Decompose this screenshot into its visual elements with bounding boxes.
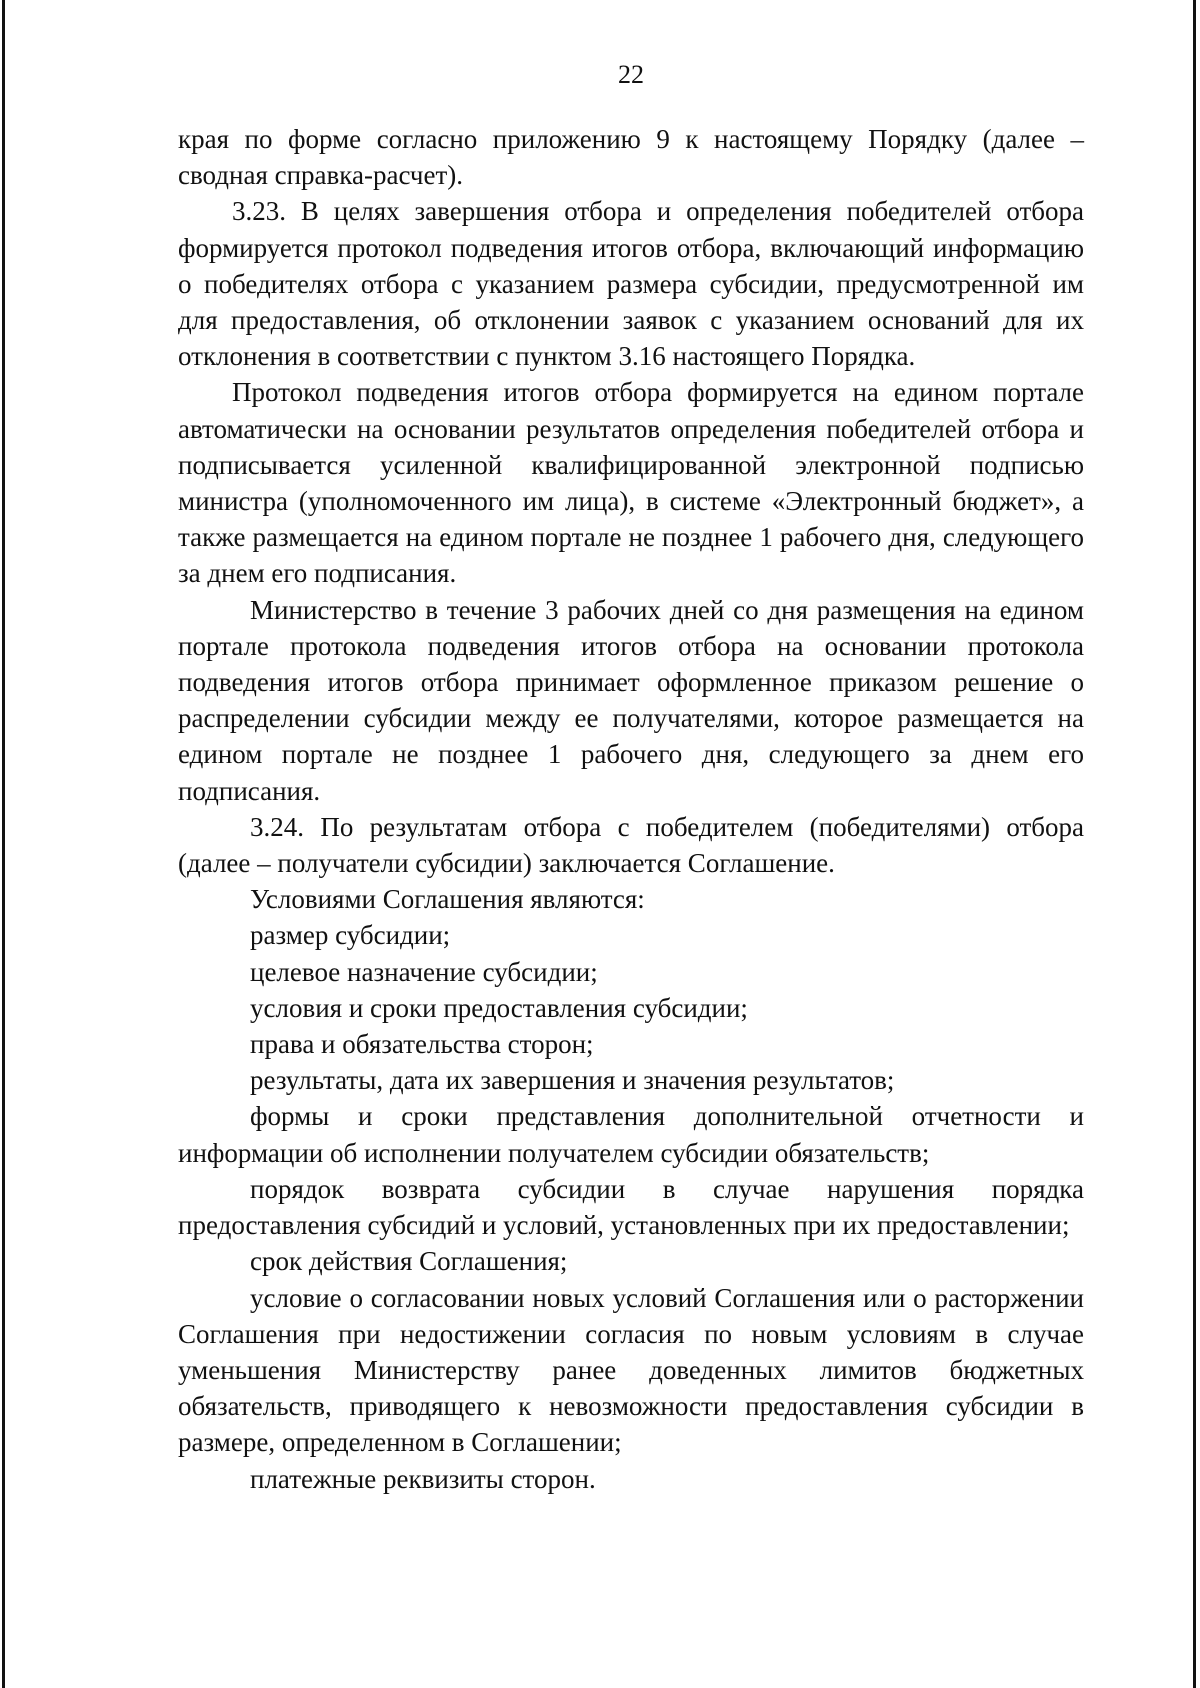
list-item-payment-details: платежные реквизиты сторон. — [250, 1463, 596, 1494]
page-number: 22 — [618, 60, 644, 89]
paragraph-continuation: края по форме согласно приложению 9 к настоящему Порядку (далее – сводная справка-расчет). — [178, 124, 1084, 191]
scan-edge-left — [2, 0, 5, 1688]
list-item-subsidy-size: размер субсидии; — [250, 920, 451, 951]
list-item-reporting: формы и сроки представления дополнительной отчетности и информации об исполнении получателем субсидии обязательств; — [178, 1101, 1084, 1168]
document-body — [178, 121, 1084, 1497]
list-item-results: результаты, дата их завершения и значения результатов; — [250, 1065, 895, 1096]
paragraph-3-24: 3.24. По результатам отбора с победителем (победителями) отбора (далее – получатели субсидии) заключается Соглашение. — [178, 811, 1084, 879]
list-item-refund: порядок возврата субсидии в случае нарушения порядка предоставления субсидий и условий, установленных при их предоставлении; — [178, 1173, 1084, 1241]
list-item-validity: срок действия Соглашения; — [250, 1246, 568, 1277]
paragraph-protocol: Протокол подведения итогов отбора формируется на едином портале автоматически на основании результатов определения победителей отбора и подписывается усиленной квалифицированной электронной подписью министра (уполномоченного им лица), в системе «Электронный бюджет», а также размещается на едином портале не позднее 1 рабочего дня, следующего за днем его подписания. — [178, 377, 1084, 589]
list-item-purpose: целевое назначение субсидии; — [250, 956, 598, 987]
paragraph-conditions-heading: Условиями Соглашения являются: — [250, 884, 645, 915]
list-item-new-conditions: условие о согласовании новых условий Соглашения или о расторжении Соглашения при недостижении согласия по новым условиям в случае уменьшения Министерству ранее доведенных лимитов бюджетных обязательств, приводящего к невозможности предоставления субсидии в размере, определенном в Соглашении; — [178, 1282, 1084, 1458]
paragraph-ministry-decision: Министерство в течение 3 рабочих дней со дня размещения на едином портале протокола подведения итогов отбора на основании протокола подведения итогов отбора принимает оформленное приказом решение о распределении субсидии между ее получателями, которое размещается на едином портале не позднее 1 рабочего дня, следующего за днем его подписания. — [178, 594, 1084, 806]
scan-edge-right — [1193, 0, 1196, 1688]
paragraph-3-23: 3.23. В целях завершения отбора и определения победителей отбора формируется протокол подведения итогов отбора, включающий информацию о победителях отбора с указанием размера субсидии, предусмотренной им для предоставления, об отклонении заявок с указанием оснований для их отклонения в соответствии с пунктом 3.16 настоящего Порядка. — [178, 196, 1084, 372]
list-item-terms: условия и сроки предоставления субсидии; — [250, 992, 748, 1023]
list-item-rights: права и обязательства сторон; — [250, 1029, 594, 1060]
